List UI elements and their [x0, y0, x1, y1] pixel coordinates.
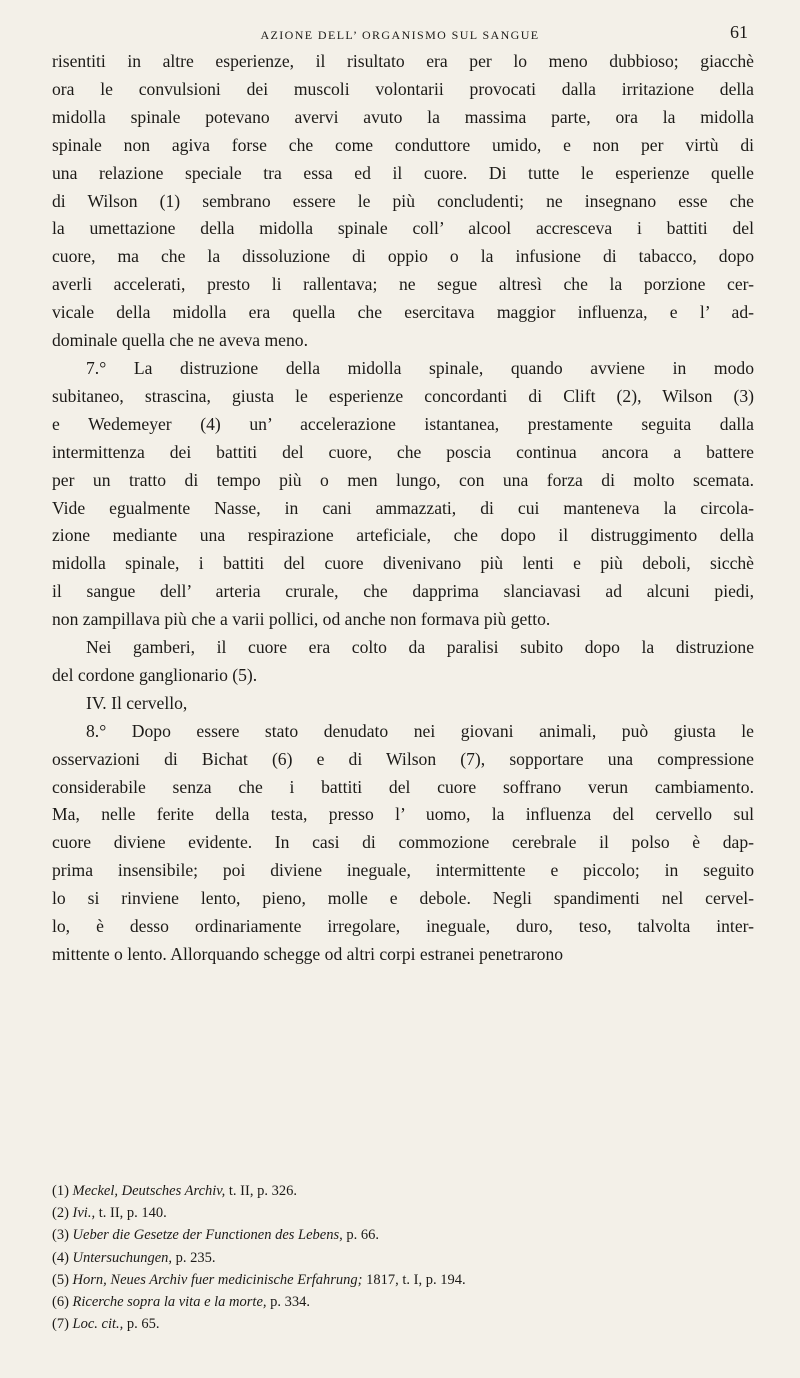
text-line: lo, è desso ordinariamente irregolare, ineguale, duro, teso, talvolta inter-: [52, 916, 754, 937]
text-line: una relazione speciale tra essa ed il cuore. Di tutte le esperienze quelle: [52, 162, 754, 183]
footnote: [52, 1269, 754, 1291]
footnote: [52, 1247, 754, 1269]
body-text: [52, 48, 754, 969]
paragraph-p5: [52, 718, 754, 969]
footnote-number: (6): [52, 1294, 73, 1311]
text-line: 8.° Dopo essere stato denudato nei giovani animali, può giusta le: [86, 720, 754, 741]
text-line: Vide egualmente Nasse, in cani ammazzati, di cui manteneva la circola-: [52, 497, 754, 518]
text-line: e Wedemeyer (4) un’ accelerazione istantanea, prestamente seguita dalla: [52, 413, 754, 434]
page-number: 61: [730, 22, 748, 42]
text-line: osservazioni di Bichat (6) e di Wilson (7), sopportare una compressione: [52, 748, 754, 769]
footnote-number: (1): [52, 1183, 73, 1199]
text-line: il sangue dell’ arteria crurale, che dapprima slanciavasi ad alcuni piedi,: [52, 581, 754, 602]
footnote-ref: 1817, t. I, p. 194.: [362, 1271, 466, 1288]
text-line: prima insensibile; poi diviene ineguale, intermittente e piccolo; in seguito: [52, 860, 754, 881]
text-line: non zampillava più che a varii pollici, od anche non formava più getto.: [52, 609, 551, 630]
running-head: AZIONE DELL’ ORGANISMO SUL SANGUE: [260, 28, 540, 42]
paragraph-p2: [52, 355, 754, 634]
footnotes: [52, 1180, 754, 1335]
footnote-ref: t. II, p. 326.: [225, 1183, 297, 1199]
text-line: Ma, nelle ferite della testa, presso l’ uomo, la influenza del cervello sul: [52, 804, 754, 825]
text-line: intermittenza dei battiti del cuore, che poscia continua ancora a battere: [52, 441, 754, 462]
footnote-ref: t. II, p. 140.: [95, 1205, 167, 1222]
footnote-number: (5): [52, 1271, 73, 1288]
text-line: cuore, ma che la dissoluzione di oppio o la infusione di tabacco, dopo: [52, 246, 754, 267]
text-line: risentiti in altre esperienze, il risultato era per lo meno dubbioso; giacchè: [52, 51, 754, 71]
text-line: midolla spinale potevano avervi avuto la massima parte, ora la midolla: [52, 106, 754, 127]
paragraph-p1: [52, 48, 754, 355]
footnote-title: Untersuchungen,: [72, 1249, 173, 1266]
footnote: [52, 1224, 754, 1246]
text-line: lo si rinviene lento, pieno, molle e debole. Negli spandimenti nel cervel-: [52, 888, 754, 909]
footnote-title: Horn, Neues Archiv fuer medicinische Erfahrung;: [72, 1271, 363, 1288]
footnote-number: (7): [52, 1316, 73, 1333]
footnote-ref: p. 235.: [172, 1249, 216, 1266]
footnote-number: (4): [52, 1249, 73, 1266]
text-line: 7.° La distruzione della midolla spinale, quando avviene in modo: [86, 357, 754, 378]
footnote-ref: p. 66.: [342, 1227, 379, 1244]
text-line: dominale quella che ne aveva meno.: [52, 330, 308, 351]
text-line: di Wilson (1) sembrano essere le più concludenti; ne insegnano esse che: [52, 190, 754, 211]
footnote-title: Meckel, Deutsches Archiv,: [72, 1183, 226, 1199]
text-line: per un tratto di tempo più o men lungo, con una forza di molto scemata.: [52, 469, 754, 490]
text-line: cuore diviene evidente. In casi di commozione cerebrale il polso è dap-: [52, 832, 754, 853]
paragraph-p4: [52, 690, 754, 718]
text-line: spinale non agiva forse che come conduttore umido, e non per virtù di: [52, 134, 754, 155]
text-line: del cordone ganglionario (5).: [52, 664, 258, 685]
footnote-title: Loc. cit.,: [72, 1316, 124, 1333]
text-line: ora le convulsioni dei muscoli volontarii provocati dalla irritazione della: [52, 78, 754, 99]
footnote-title: Ricerche sopra la vita e la morte,: [72, 1294, 267, 1311]
text-line: la umettazione della midolla spinale coll’ alcool accresceva i battiti del: [52, 218, 754, 239]
text-line: considerabile senza che i battiti del cuore soffrano verun cambiamento.: [52, 776, 754, 797]
text-line: mittente o lento. Allorquando schegge od altri corpi estranei penetrarono: [52, 944, 564, 964]
page-header: [52, 22, 748, 46]
paragraph-p3: [52, 634, 754, 690]
footnote-title: Ivi.,: [72, 1205, 96, 1222]
text-line: subitaneo, strascina, giusta le esperienze concordanti di Clift (2), Wilson (3): [52, 385, 754, 406]
footnote: [52, 1180, 754, 1202]
footnote: [52, 1202, 754, 1224]
text-line: zione mediante una respirazione arteficiale, che dopo il distruggimento della: [52, 525, 754, 546]
text-line: IV. Il cervello,: [86, 692, 188, 713]
text-line: averli accelerati, presto li rallentava; ne segue altresì che la porzione cer-: [52, 274, 754, 295]
text-line: Nei gamberi, il cuore era colto da paralisi subito dopo la distruzione: [86, 637, 754, 658]
footnote-title: Ueber die Gesetze der Functionen des Lebens,: [72, 1227, 343, 1244]
text-line: midolla spinale, i battiti del cuore divenivano più lenti e più deboli, sicchè: [52, 553, 754, 574]
footnote-number: (3): [52, 1227, 73, 1244]
footnote: [52, 1291, 754, 1313]
footnote: [52, 1313, 754, 1335]
footnote-ref: p. 65.: [123, 1316, 160, 1333]
footnote-ref: p. 334.: [266, 1294, 311, 1311]
text-line: vicale della midolla era quella che esercitava maggior influenza, e l’ ad-: [52, 302, 754, 323]
footnote-number: (2): [52, 1205, 73, 1222]
